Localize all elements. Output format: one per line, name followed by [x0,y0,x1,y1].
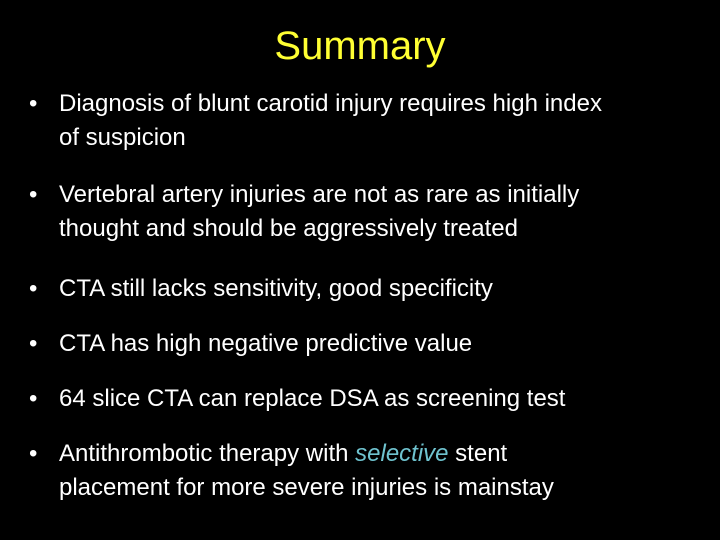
bullet-text [59,87,709,155]
bullet-text-segment: stent [448,440,508,467]
bullet-marker: • [29,440,38,467]
bullet-line: CTA has high negative predictive value [59,330,473,357]
bullet-marker: • [29,90,38,117]
bullet-line: CTA still lacks sensitivity, good specificity [59,275,493,302]
bullet-text [59,272,709,306]
bullet-line: 64 slice CTA can replace DSA as screening test [59,385,566,412]
bullet-line: of suspicion [59,124,186,151]
bullet-line: placement for more severe injuries is mainstay [59,474,554,501]
bullet-line: Diagnosis of blunt carotid injury requires high index [59,90,602,117]
bullet-text [59,178,709,246]
bullet-marker: • [29,330,38,357]
bullet-text [59,382,709,416]
bullet-text [59,327,709,361]
bullet-marker: • [29,275,38,302]
bullet-line [59,437,709,471]
bullet-marker: • [29,385,38,412]
bullet-line: Vertebral artery injuries are not as rare as initially [59,181,580,208]
bullet-marker: • [29,181,38,208]
emphasized-word: selective [355,440,449,467]
bullet-text [59,437,709,505]
slide-title: Summary [274,24,446,68]
bullet-line: thought and should be aggressively treated [59,215,518,242]
bullet-text-segment: Antithrombotic therapy with [59,440,356,467]
